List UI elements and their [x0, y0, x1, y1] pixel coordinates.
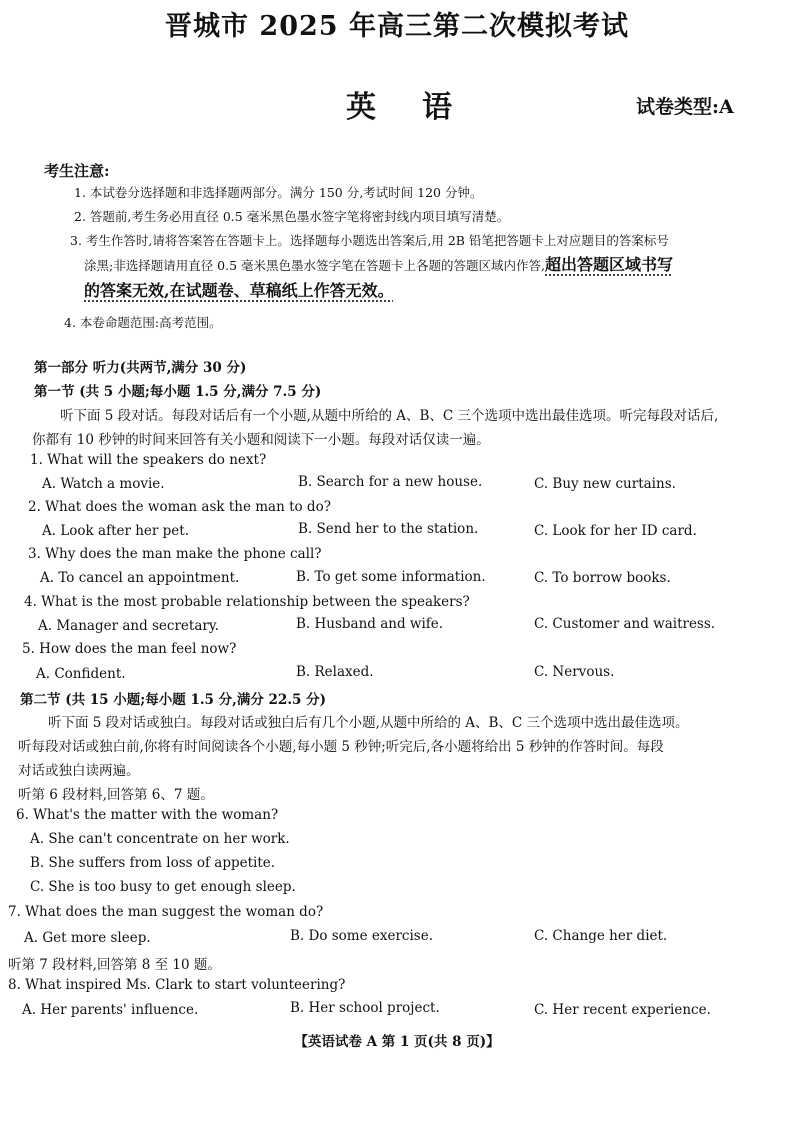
question-1-option-c: C. Buy new curtains.	[534, 476, 676, 492]
question-8-stem: 8. What inspired Ms. Clark to start volunteering?	[8, 977, 346, 993]
question-2-option-b: B. Send her to the station.	[298, 521, 479, 537]
notice-item-2: 2. 答题前,考生务必用直径 0.5 毫米黑色墨水签字笔将密封线内项目填写清楚。	[74, 209, 510, 224]
section-two-instruction-line-3: 对话或独白读两遍。	[18, 763, 140, 779]
question-5-option-b: B. Relaxed.	[296, 664, 374, 680]
notice-emphasis-1: 超出答题区域书写	[545, 255, 674, 274]
question-1-option-a: A. Watch a movie.	[42, 476, 165, 492]
notice-item-1: 1. 本试卷分选择题和非选择题两部分。满分 150 分,考试时间 120 分钟。	[74, 185, 483, 200]
section-one-instruction-line-1: 听下面 5 段对话。每段对话后有一个小题,从题中所给的 A、B、C 三个选项中选出最佳选项。听完每段对话后,	[60, 408, 719, 424]
question-2-option-c: C. Look for her ID card.	[534, 523, 697, 539]
question-6-option-c: C. She is too busy to get enough sleep.	[30, 879, 296, 895]
notice-item-3-line-2	[84, 252, 673, 275]
part-one-heading: 第一部分 听力(共两节,满分 30 分)	[34, 360, 247, 376]
question-4-stem: 4. What is the most probable relationship between the speakers?	[24, 594, 470, 610]
question-4-option-c: C. Customer and waitress.	[534, 616, 716, 632]
question-6-option-a: A. She can't concentrate on her work.	[30, 831, 290, 847]
question-4-option-b: B. Husband and wife.	[296, 616, 444, 632]
question-2-stem: 2. What does the woman ask the man to do?	[28, 499, 331, 515]
question-5-stem: 5. How does the man feel now?	[22, 641, 237, 657]
question-7-option-a: A. Get more sleep.	[24, 930, 151, 946]
section-two-instruction-line-1: 听下面 5 段对话或独白。每段对话或独白后有几个小题,从题中所给的 A、B、C 三个选项中选出最佳选项。	[48, 715, 689, 731]
question-8-option-b: B. Her school project.	[290, 1000, 440, 1016]
paper-type-label: 试卷类型:A	[636, 96, 734, 118]
notice-emphasis-2: 的答案无效,在试题卷、草稿纸上作答无效。	[84, 281, 394, 300]
subject-title: 英语	[346, 90, 498, 125]
question-1-stem: 1. What will the speakers do next?	[30, 452, 267, 468]
question-2-option-a: A. Look after her pet.	[42, 523, 190, 539]
section-one-instruction-line-2: 你都有 10 秒钟的时间来回答有关小题和阅读下一小题。每段对话仅读一遍。	[32, 432, 490, 448]
notice-title: 考生注意:	[44, 162, 110, 180]
question-8-option-c: C. Her recent experience.	[534, 1002, 711, 1018]
question-7-option-c: C. Change her diet.	[534, 928, 668, 944]
question-8-option-a: A. Her parents' influence.	[22, 1002, 199, 1018]
question-7-stem: 7. What does the man suggest the woman do?	[8, 904, 324, 920]
notice-item-3-line-2-text: 涂黑;非选择题请用直径 0.5 毫米黑色墨水签字笔在答题卡上各题的答题区域内作答,	[84, 258, 546, 273]
page-footer: 【英语试卷 A 第 1 页(共 8 页)】	[294, 1034, 500, 1050]
question-6-stem: 6. What's the matter with the woman?	[16, 807, 279, 823]
question-6-option-b: B. She suffers from loss of appetite.	[30, 855, 276, 871]
material-6-instruction: 听第 6 段材料,回答第 6、7 题。	[18, 787, 214, 803]
question-3-option-c: C. To borrow books.	[534, 570, 671, 586]
question-5-option-a: A. Confident.	[36, 666, 126, 682]
section-one-heading: 第一节 (共 5 小题;每小题 1.5 分,满分 7.5 分)	[34, 384, 322, 400]
question-4-option-a: A. Manager and secretary.	[38, 618, 219, 634]
section-two-instruction-line-2: 听每段对话或独白前,你将有时间阅读各个小题,每小题 5 秒钟;听完后,各小题将给出 5 秒钟的作答时间。每段	[18, 739, 664, 755]
question-1-option-b: B. Search for a new house.	[298, 474, 483, 490]
exam-title: 晋城市 2025 年高三第二次模拟考试	[165, 11, 629, 42]
question-3-option-b: B. To get some information.	[296, 569, 486, 585]
section-two-heading: 第二节 (共 15 小题;每小题 1.5 分,满分 22.5 分)	[20, 692, 327, 708]
question-7-option-b: B. Do some exercise.	[290, 928, 434, 944]
question-5-option-c: C. Nervous.	[534, 664, 615, 680]
question-3-stem: 3. Why does the man make the phone call?	[28, 546, 322, 562]
material-7-instruction: 听第 7 段材料,回答第 8 至 10 题。	[8, 957, 221, 973]
notice-item-3-line-1: 3. 考生作答时,请将答案答在答题卡上。选择题每小题选出答案后,用 2B 铅笔把答题卡上对应题目的答案标号	[70, 233, 669, 248]
notice-item-4: 4. 本卷命题范围:高考范围。	[64, 315, 222, 330]
question-3-option-a: A. To cancel an appointment.	[40, 570, 240, 586]
